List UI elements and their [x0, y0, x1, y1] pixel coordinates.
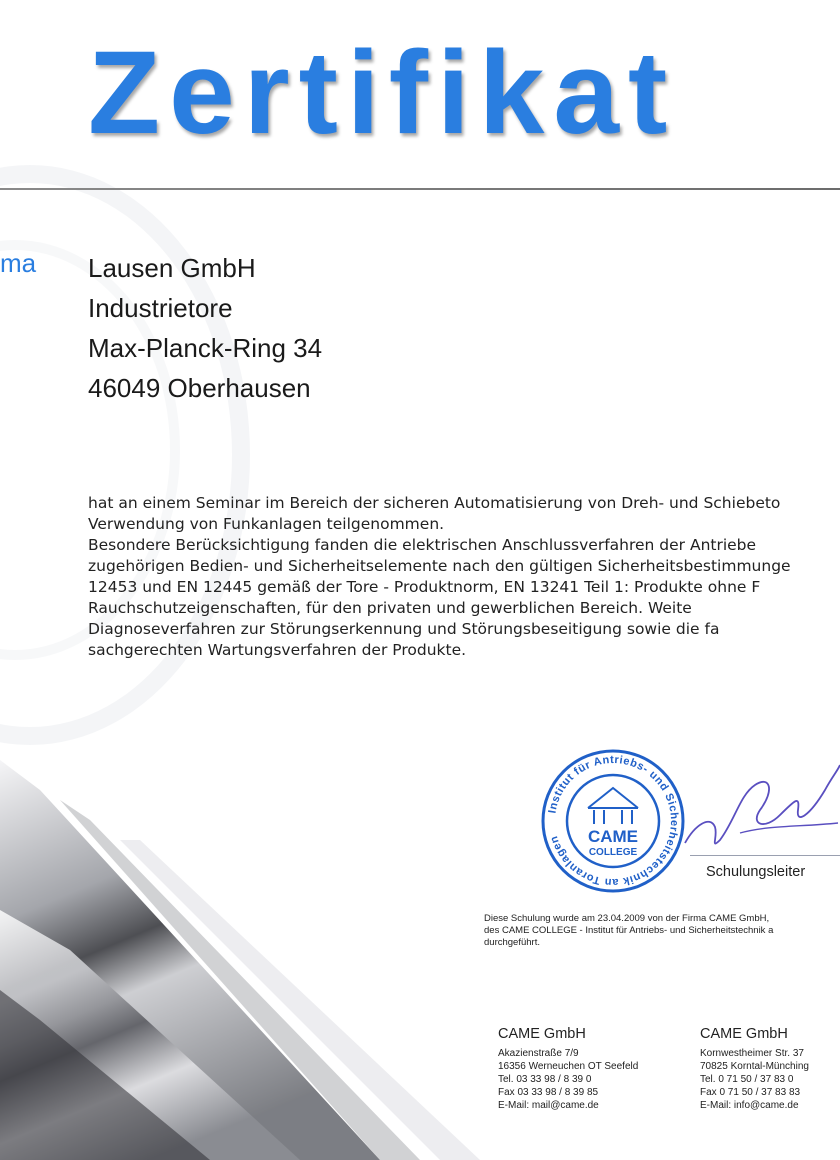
recipient-address [88, 248, 322, 408]
decorative-metal-tubes [0, 760, 500, 1160]
contact-line: Akazienstraße 7/9 [498, 1048, 579, 1059]
address-line: Industrietore [88, 293, 233, 323]
note-line: des CAME COLLEGE - Institut für Antriebs- und Sicherheitstechnik a [484, 925, 774, 936]
signature-line [690, 855, 840, 856]
contact-line: E-Mail: info@came.de [700, 1100, 799, 1111]
signature-caption: Schulungsleiter [706, 864, 806, 880]
contact-block-korntal [700, 1025, 809, 1112]
training-note [484, 913, 773, 949]
svg-text:CAME: CAME [587, 827, 639, 846]
body-line: sachgerechten Wartungsverfahren der Produkte. [88, 641, 467, 659]
contact-line: 70825 Korntal-Münching [700, 1061, 809, 1072]
contact-company-name: CAME GmbH [498, 1026, 586, 1042]
body-line: zugehörigen Bedien- und Sicherheitselemente nach den gültigen Sicherheitsbestimmunge [88, 557, 791, 575]
title-divider [0, 188, 840, 190]
contact-line: Fax 0 71 50 / 37 83 83 [700, 1087, 801, 1098]
page-title: Zertifikat [88, 27, 677, 159]
body-line: 12453 und EN 12445 gemäß der Tore - Produktnorm, EN 13241 Teil 1: Produkte ohne F [88, 578, 761, 596]
came-college-seal-stamp [538, 746, 688, 896]
recipient-label: ma [0, 248, 37, 278]
contact-line: Tel. 03 33 98 / 8 39 0 [498, 1074, 592, 1085]
address-line: 46049 Oberhausen [88, 373, 311, 403]
note-line: Diese Schulung wurde am 23.04.2009 von der Firma CAME GmbH, [484, 913, 770, 924]
contact-line: Kornwestheimer Str. 37 [700, 1048, 804, 1059]
address-line: Lausen GmbH [88, 253, 256, 283]
contact-line: Tel. 0 71 50 / 37 83 0 [700, 1074, 794, 1085]
signature-scribble [680, 755, 840, 855]
address-line: Max-Planck-Ring 34 [88, 333, 323, 363]
body-line: hat an einem Seminar im Bereich der sicheren Automatisierung von Dreh- und Schiebeto [88, 494, 781, 512]
body-line: Verwendung von Funkanlagen teilgenommen. [88, 515, 445, 533]
body-line: Besondere Berücksichtigung fanden die elektrischen Anschlussverfahren der Antriebe [88, 536, 757, 554]
contact-line: Fax 03 33 98 / 8 39 85 [498, 1087, 599, 1098]
note-line: durchgeführt. [484, 937, 540, 948]
body-line: Diagnoseverfahren zur Störungserkennung und Störungsbeseitigung sowie die fa [88, 620, 720, 638]
svg-text:Institut für Antriebs- und Sic: Institut für Antriebs- und Sicherheitstechnik an Toranlagen [546, 753, 681, 889]
contact-company-name: CAME GmbH [700, 1026, 788, 1042]
body-line: Rauchschutzeigenschaften, für den privaten und gewerblichen Bereich. Weite [88, 599, 692, 617]
svg-text:COLLEGE: COLLEGE [588, 847, 638, 858]
contact-line: E-Mail: mail@came.de [498, 1100, 599, 1111]
contact-line: 16356 Werneuchen OT Seefeld [498, 1061, 639, 1072]
contact-block-werneuchen [498, 1025, 638, 1112]
certificate-body-text [88, 493, 828, 661]
